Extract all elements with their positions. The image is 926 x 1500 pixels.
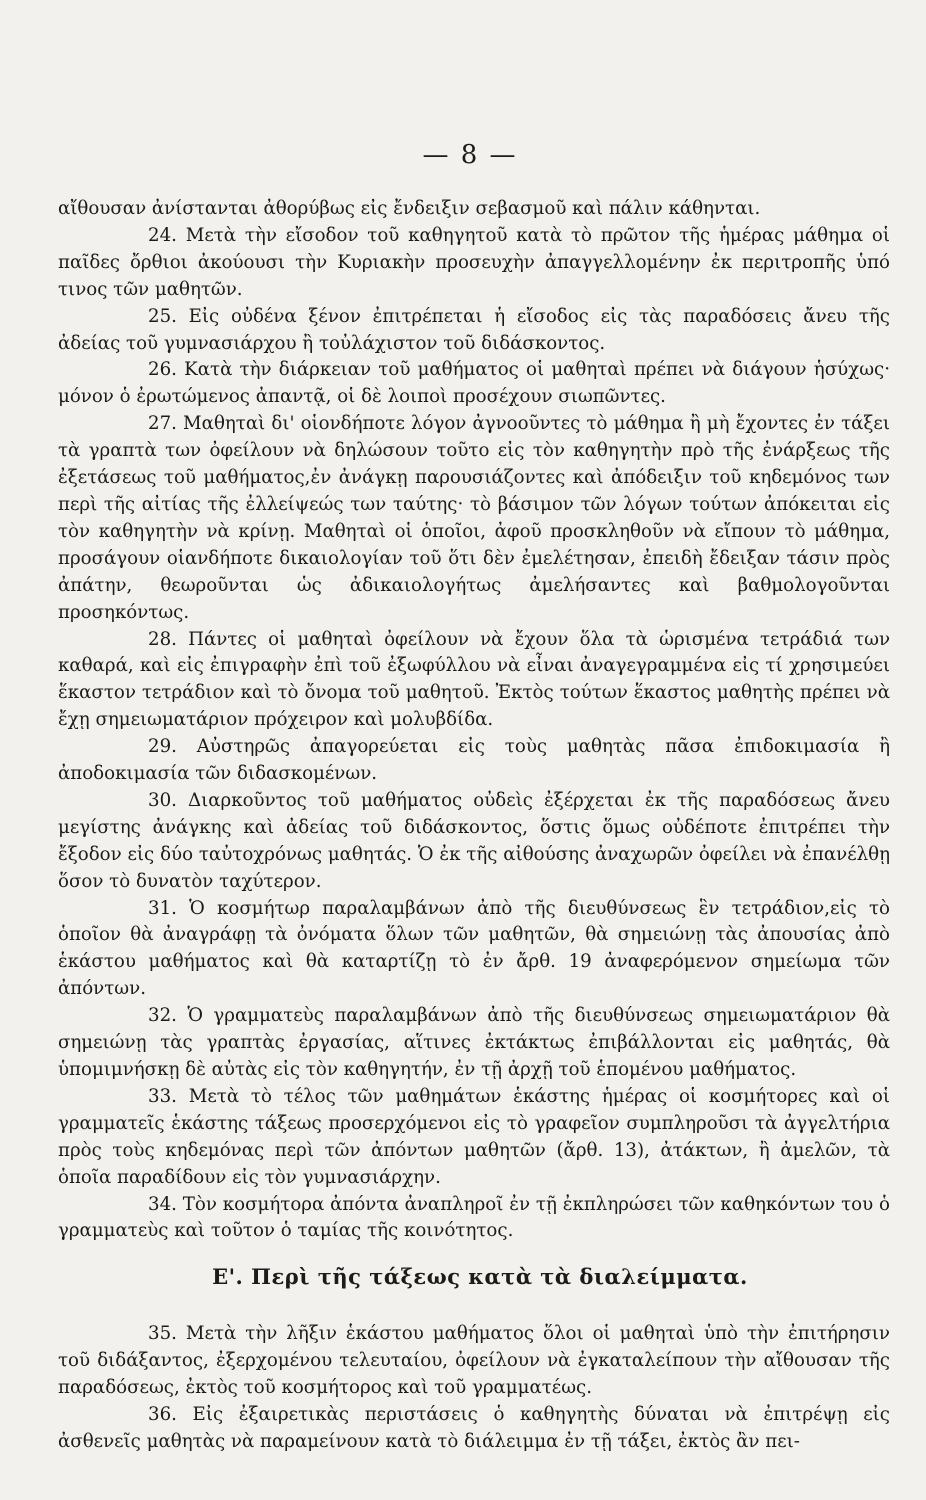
paragraph-27: 27. Μαθηταὶ δι' οἱονδήποτε λόγον ἀγνοοῦντες τὸ μάθημα ἢ μὴ ἔχοντες ἐν τάξει τὰ γραπτὰ των ὀφείλουν νὰ δηλώσουν τοῦτο εἰς τὸν καθηγητὴν πρὸ τῆς ἐνάρξεως τῆς ἐξετάσεως τοῦ μαθήματος,ἐν ἀνάγκῃ παρουσιάζοντες καὶ ἀπόδειξιν τοῦ κηδεμόνος των περὶ τῆς αἰτίας τῆς ἐλλείψεώς των ταύτης· τὸ βάσιμον τῶν λόγων τούτων ἀπόκειται εἰς τὸν καθηγητὴν νὰ κρίνῃ. Μαθηταὶ οἱ ὁποῖοι, ἀφοῦ προσκληθοῦν νὰ εἴπουν τὸ μάθημα, προσάγουν οἱανδήποτε δικαιολογίαν τοῦ ὅτι δὲν ἐμελέτησαν, ἐπειδὴ ἔδειξαν τάσιν πρὸς ἀπάτην, θεωροῦνται ὡς ἀδικαιολογήτως ἀμελήσαντες καὶ βαθμολογοῦνται προσηκόντως. [58,413,890,623]
paragraph-29: 29. Αὐστηρῶς ἀπαγορεύεται εἰς τοὺς μαθητὰς πᾶσα ἐπιδοκιμασία ἢ ἀποδοκιμασία τῶν διδασκομένων. [58,736,890,785]
body-text-section-1 [58,196,890,1245]
paragraph-34: 34. Τὸν κοσμήτορα ἀπόντα ἀναπληροῖ ἐν τῇ ἐκπληρώσει τῶν καθηκόντων του ὁ γραμματεὺς καὶ τοῦτον ὁ ταμίας τῆς κοινότητος. [58,1193,890,1242]
paragraph-31: 31. Ὁ κοσμήτωρ παραλαμβάνων ἀπὸ τῆς διευθύνσεως ἓν τετράδιον,εἰς τὸ ὁποῖον θὰ ἀναγράφῃ τὰ ὀνόματα ὅλων τῶν μαθητῶν, θὰ σημειώνῃ τὰς ἀπουσίας ἀπὸ ἑκάστου μαθήματος καὶ θὰ καταρτίζῃ τὸ ἐν ἄρθ. 19 ἀναφερόμενον σημείωμα τῶν ἀπόντων. [58,897,890,1000]
paragraph-35: 35. Μετὰ τὴν λῆξιν ἑκάστου μαθήματος ὅλοι οἱ μαθηταὶ ὑπὸ τὴν ἐπιτήρησιν τοῦ διδάξαντος, ἐξερχομένου τελευταίου, ὀφείλουν νὰ ἐγκαταλείπουν τὴν αἴθουσαν τῆς παραδόσεως, ἐκτὸς τοῦ κοσμήτορος καὶ τοῦ γραμματέως. [58,1323,890,1398]
paragraph-continued: αἴθουσαν ἀνίστανται ἀθορύβως εἰς ἔνδειξιν σεβασμοῦ καὶ πάλιν κάθηνται. [58,198,761,219]
paragraph-33: 33. Μετὰ τὸ τέλος τῶν μαθημάτων ἑκάστης ἡμέρας οἱ κοσμήτορες καὶ οἱ γραμματεῖς ἑκάστης τάξεως προσερχόμενοι εἰς τὸ γραφεῖον συμπληροῦσι τὰ ἀγγελτήρια πρὸς τοὺς κηδεμόνας περὶ τῶν ἀπόντων μαθητῶν (ἄρθ. 13), ἀτάκτων, ἢ ἀμελῶν, τὰ ὁποῖα παραδίδουν εἰς τὸν γυμνασιάρχην. [58,1085,890,1188]
paragraph-25: 25. Εἰς οὐδένα ξένον ἐπιτρέπεται ἡ εἴσοδος εἰς τὰς παραδόσεις ἄνευ τῆς ἀδείας τοῦ γυμνασιάρχου ἢ τοὐλάχιστον τοῦ διδάσκοντος. [58,305,890,354]
paragraph-26: 26. Κατὰ τὴν διάρκειαν τοῦ μαθήματος οἱ μαθηταὶ πρέπει νὰ διάγουν ἡσύχως· μόνον ὁ ἐρωτώμενος ἀπαντᾷ, οἱ δὲ λοιποὶ προσέχουν σιωπῶντες. [58,359,890,408]
section-heading: Ε'. Περὶ τῆς τάξεως κατὰ τὰ διαλείμματα. [212,1264,748,1289]
page-number: — 8 — [422,140,518,170]
paragraph-28: 28. Πάντες οἱ μαθηταὶ ὀφείλουν νὰ ἔχουν ὅλα τὰ ὡρισμένα τετράδιά των καθαρά, καὶ εἰς ἐπιγραφὴν ἐπὶ τοῦ ἐξωφύλλου νὰ εἶναι ἀναγεγραμμένα εἰς τί χρησιμεύει ἕκαστον τετράδιον καὶ τὸ ὄνομα τοῦ μαθητοῦ. Ἐκτὸς τούτων ἕκαστος μαθητὴς πρέπει νὰ ἔχῃ σημειωματάριον πρόχειρον καὶ μολυβδίδα. [58,628,890,731]
paragraph-32: 32. Ὁ γραμματεὺς παραλαμβάνων ἀπὸ τῆς διευθύνσεως σημειωματάριον θὰ σημειώνῃ τὰς γραπτὰς ἐργασίας, αἵτινες ἐκτάκτως ἐπιβάλλονται εἰς μαθητάς, θὰ ὑπομιμνήσκῃ δὲ αὐτὰς εἰς τὸν καθηγητήν, ἐν τῇ ἀρχῇ τοῦ ἑπομένου μαθήματος. [58,1005,890,1080]
paragraph-30: 30. Διαρκοῦντος τοῦ μαθήματος οὐδεὶς ἐξέρχεται ἐκ τῆς παραδόσεως ἄνευ μεγίστης ἀνάγκης καὶ ἀδείας τοῦ διδάσκοντος, ὅστις ὅμως οὐδέποτε ἐπιτρέπει τὴν ἔξοδον εἰς δύο ταὐτοχρόνως μαθητάς. Ὁ ἐκ τῆς αἰθούσης ἀναχωρῶν ὀφείλει νὰ ἐπανέλθῃ ὅσον τὸ δυνατὸν ταχύτερον. [58,789,890,892]
body-text-section-2 [58,1321,890,1456]
paragraph-24: 24. Μετὰ τὴν εἴσοδον τοῦ καθηγητοῦ κατὰ τὸ πρῶτον τῆς ἡμέρας μάθημα οἱ παῖδες ὄρθιοι ἀκούουσι τὴν Κυριακὴν προσευχὴν ἀπαγγελλομένην ἐκ περιτροπῆς ὑπό τινος τῶν μαθητῶν. [58,224,890,300]
paragraph-36: 36. Εἰς ἐξαιρετικὰς περιστάσεις ὁ καθηγητὴς δύναται νὰ ἐπιτρέψῃ εἰς ἀσθενεῖς μαθητὰς νὰ παραμείνουν κατὰ τὸ διάλειμμα ἐν τῇ τάξει, ἐκτὸς ἂν πει- [58,1403,890,1452]
